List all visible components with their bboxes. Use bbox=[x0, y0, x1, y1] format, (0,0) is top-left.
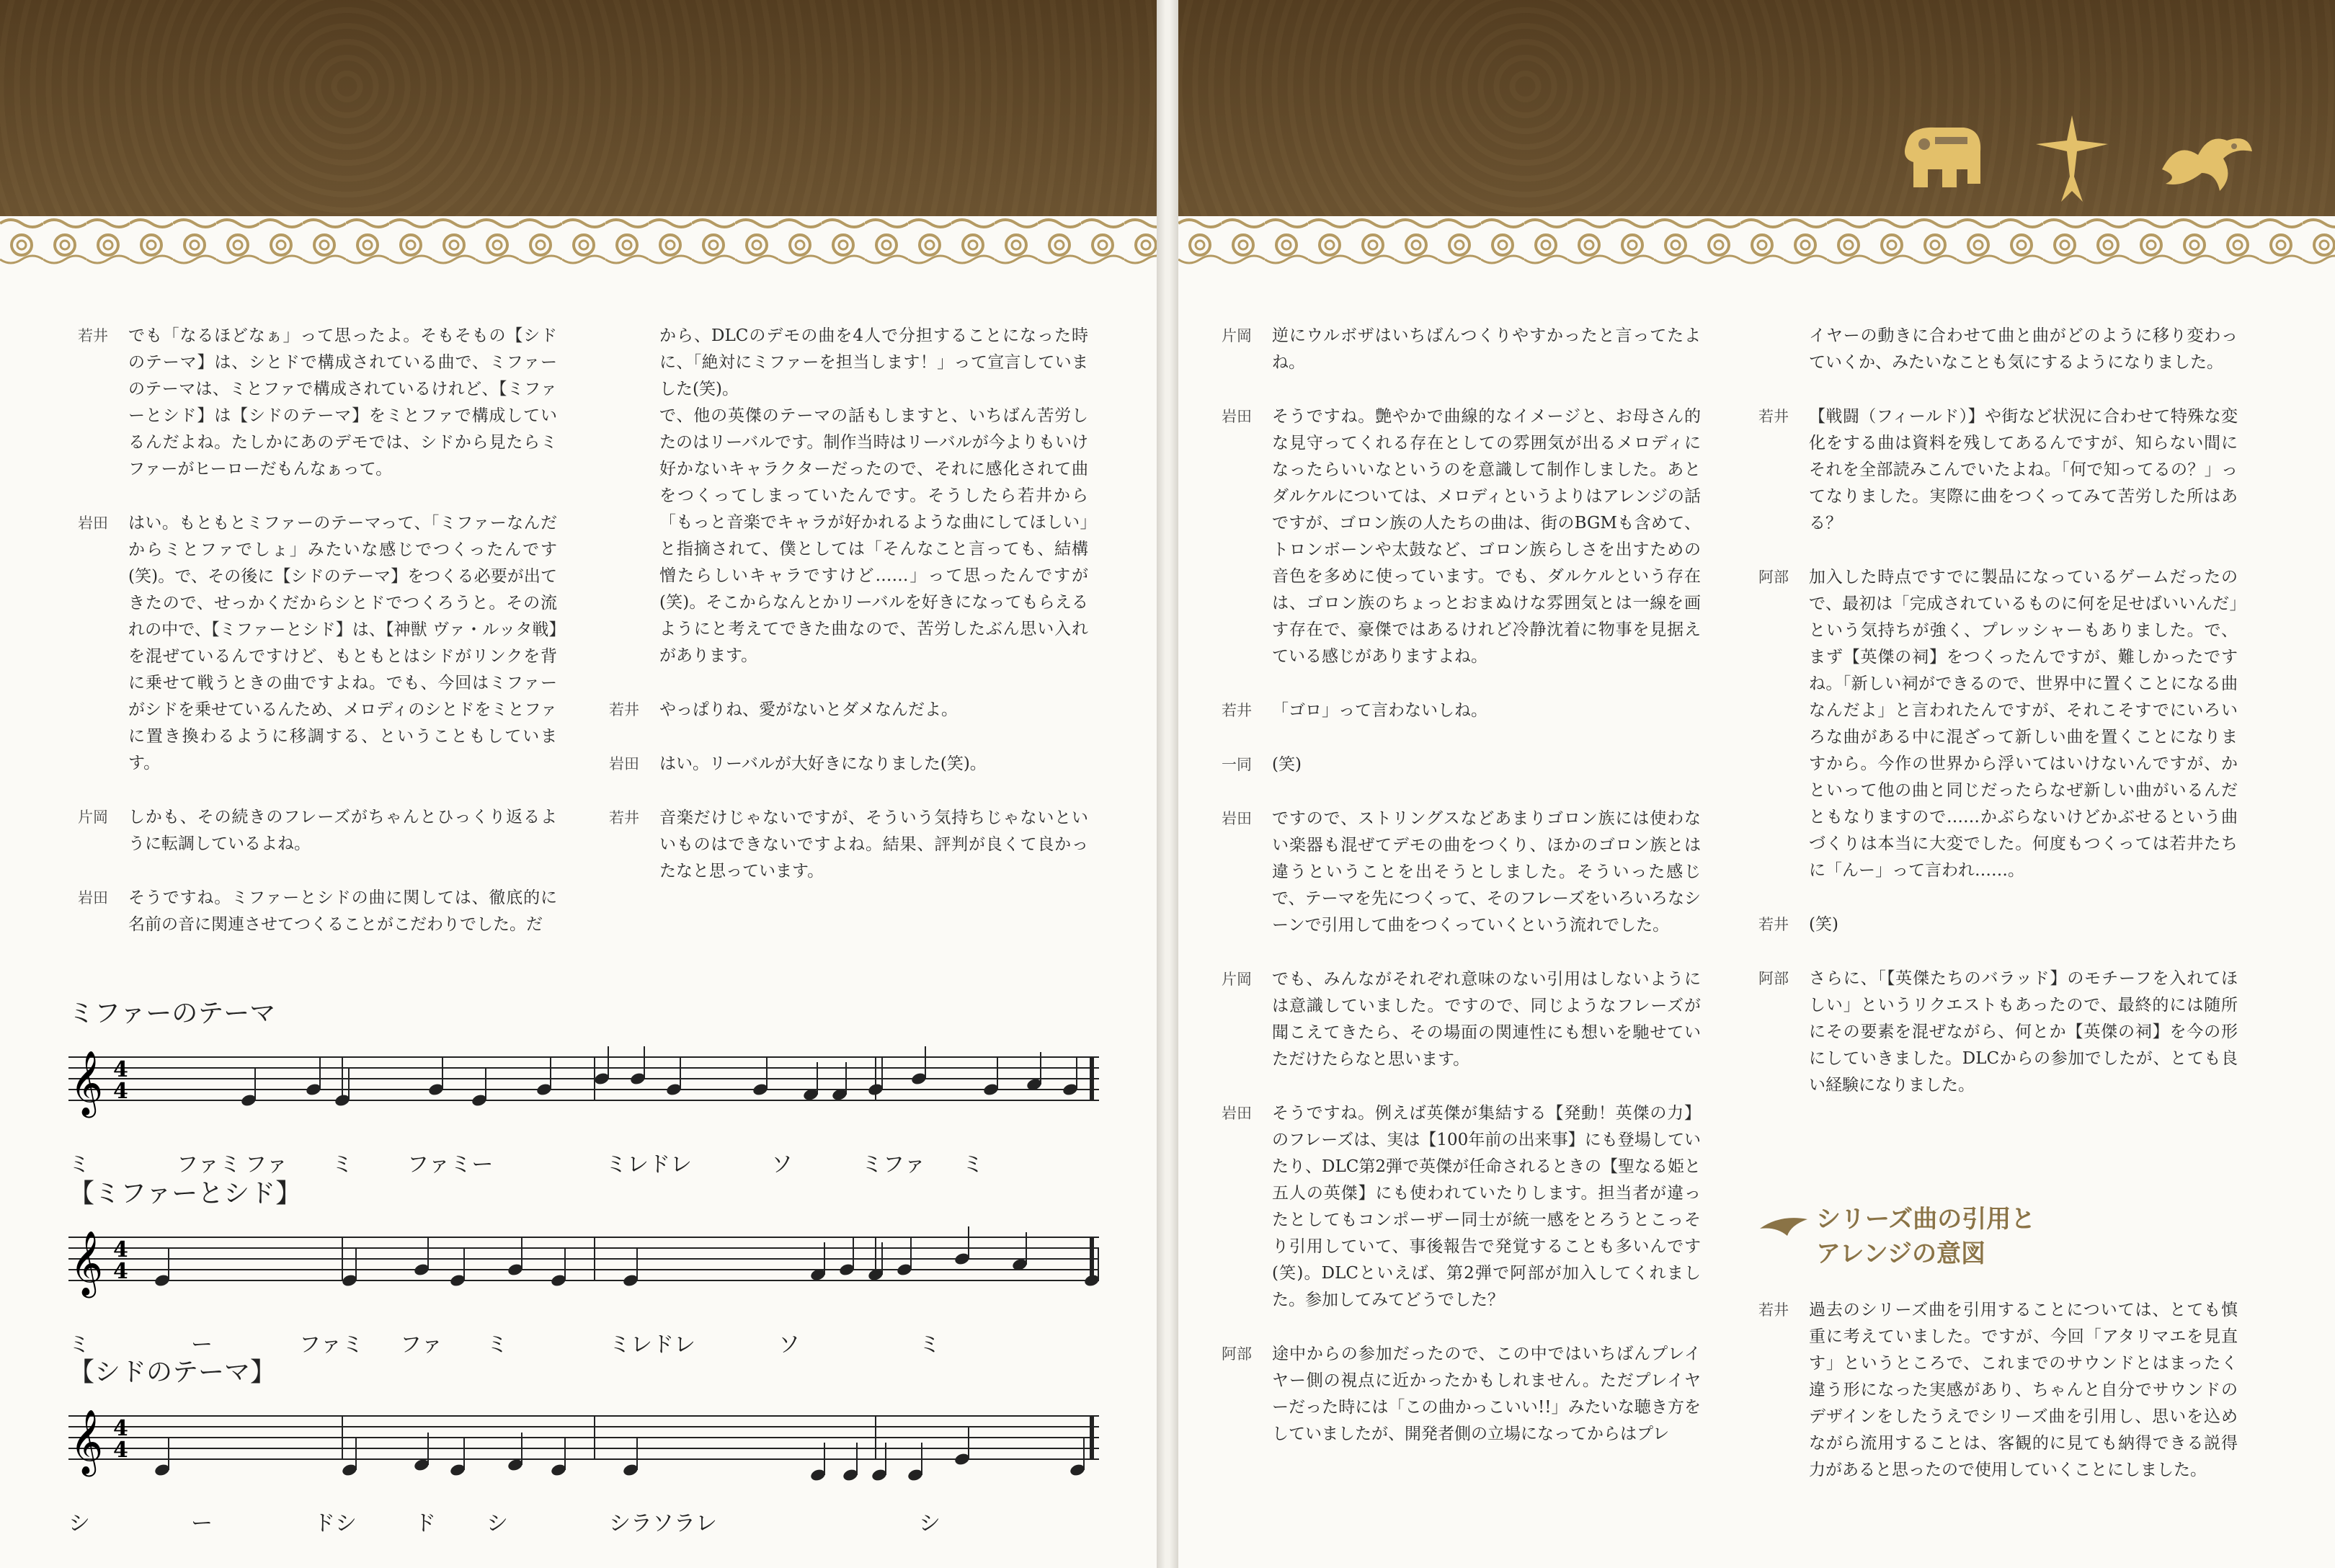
section-entry bbox=[1758, 1297, 2238, 1511]
dialogue-entry bbox=[1222, 404, 1701, 670]
feather-icon bbox=[1758, 1211, 1809, 1239]
music-note bbox=[896, 1237, 913, 1277]
music-note bbox=[550, 1438, 567, 1477]
bird-emblem-icon bbox=[2032, 112, 2112, 205]
decorative-border bbox=[0, 216, 1157, 267]
speech-text: そうですね。例えば英傑が集結する【発動！英傑の力】のフレーズは、実は【100年前の出来事】にも登場していたり、DLC第2弾で英傑が任命されるときの【聖なる姫と五人の英傑】にも使われていたりします。担当者が違ったとしてもコンポーザー同士が統一感をとろうとこっそり引用していて、事後報告で発覚することも多いんです(笑)。DLCといえば、第2弾で阿部が加入してくれました。参加してみてどうでした？ bbox=[1272, 1104, 1701, 1309]
speaker-name: 一同 bbox=[1222, 756, 1252, 773]
music-note bbox=[982, 1057, 1000, 1097]
music-note bbox=[838, 1237, 855, 1277]
speaker-name: 若井 bbox=[1758, 408, 1789, 425]
treble-clef-icon: 𝄞 bbox=[70, 1231, 104, 1296]
lyric-syllable: ミ bbox=[332, 1152, 353, 1177]
music-note bbox=[471, 1068, 488, 1108]
music-note bbox=[593, 1046, 610, 1086]
elephant-emblem-icon bbox=[1895, 119, 1989, 198]
music-note bbox=[1069, 1438, 1086, 1477]
dialogue-entry bbox=[1222, 806, 1701, 939]
score-title: 【シドのテーマ】 bbox=[68, 1358, 277, 1387]
section-heading bbox=[1816, 1202, 2035, 1271]
score-lyrics bbox=[68, 1505, 1106, 1537]
speaker-name: 若井 bbox=[1758, 1301, 1789, 1319]
lyric-syllable: ファ bbox=[245, 1152, 288, 1177]
music-note bbox=[507, 1237, 524, 1277]
speaker-name: 若井 bbox=[609, 701, 639, 718]
speech-text: やっぱりね、愛がないとダメなんだよ。 bbox=[659, 700, 958, 719]
lyric-syllable: ー bbox=[191, 1511, 213, 1536]
speaker-name: 片岡 bbox=[78, 808, 108, 826]
speech-text: はい。リーバルが大好きになりました(笑)。 bbox=[659, 754, 987, 773]
speech-text: 途中からの参加だったので、この中ではいちばんプレイヤー側の視点に近かったかもしれません。ただプレイヤーだった時には「この曲かっこいい!!」みたいな聴き方をしていましたが、開発者側の立場になってからはプレ bbox=[1272, 1345, 1701, 1443]
speaker-name: 阿部 bbox=[1222, 1345, 1252, 1363]
speech-text: そうですね。艶やかで曲線的なイメージと、お母さん的な見守ってくれる存在としての雰囲気が出るメロディになったらいいなというのを意識して制作しました。あとダルケルについては、メロディというよりはアレンジの話ですが、ゴロン族の人たちの曲は、街のBGMも含めて、トロンボーンや太鼓など、ゴロン族らしさを出すための音色を多めに使っています。でも、ダルケルという存在は、ゴロン族のちょっとおまぬけな雰囲気とは一線を画す存在で、豪傑ではあるけれど冷静沈着に物事を見据えている感じがありますよね。 bbox=[1272, 407, 1701, 666]
speech-text: 音楽だけじゃないですが、そういう気持ちじゃないといいものはできないですよね。結果、評判が良くて良かったなと思っています。 bbox=[659, 808, 1088, 881]
music-note bbox=[622, 1438, 639, 1477]
dialogue-entry bbox=[78, 885, 557, 938]
lyric-syllable: ミ bbox=[919, 1332, 940, 1358]
speech-text: 逆にウルボザはいちばんつくりやすかったと言ってたよね。 bbox=[1272, 326, 1701, 372]
dialogue-entry bbox=[78, 804, 557, 858]
lyric-syllable: ソ bbox=[778, 1332, 800, 1358]
dialogue-entry bbox=[1222, 752, 1701, 778]
music-note bbox=[1026, 1052, 1043, 1092]
treble-clef-icon: 𝄞 bbox=[70, 1409, 104, 1474]
music-note bbox=[341, 1438, 358, 1477]
lyric-syllable: ミファ bbox=[861, 1152, 926, 1177]
speaker-name: 岩田 bbox=[609, 755, 639, 772]
lyric-syllable: ミレドレ bbox=[605, 1152, 692, 1177]
music-note bbox=[449, 1438, 466, 1477]
dialogue-entry bbox=[1222, 1100, 1701, 1314]
speech-text: 過去のシリーズ曲を引用することについては、とても慎重に考えていました。ですが、今回「アタリマエを見直す」というところで、これまでのサウンドとはまったく違う形になった実感があり、ちゃんと自分でサウンドのデザインをしたうえでシリーズ曲を引用し、思いを込めながら流用することは、客観的に見ても納得できる説得力があると思ったので使用していくことにしました。 bbox=[1809, 1301, 2238, 1479]
lizard-emblem-icon bbox=[2155, 119, 2256, 198]
speaker-name: 若井 bbox=[1222, 702, 1252, 719]
music-note bbox=[154, 1248, 171, 1288]
champion-emblems bbox=[1895, 108, 2256, 209]
time-signature: 4 bbox=[113, 1259, 128, 1284]
speaker-name: 阿部 bbox=[1758, 970, 1789, 987]
section-heading-line1: シリーズ曲の引用と bbox=[1816, 1205, 2036, 1234]
music-note bbox=[154, 1438, 171, 1477]
speech-text: 加入した時点ですでに製品になっているゲームだったので、最初は「完成されているものに何を足せばいいんだ」という気持ちが強く、プレッシャーもありました。で、まず【英傑の祠】をつくったんですが、難しかったですね。「新しい祠ができるので、世界中に置くことになる曲なんだよ」と言われたんですが、それこそすでにいろいろな曲がある中に混ざって新しい曲を置くことになりますから。今作の世界から浮いてはいけないんですが、かといって他の曲と同じだったらなぜ新しい曲がいるんだともなりますので……かぶらないけどかぶせるという曲づくりは本当に大変でした。何度もつくっては若井たちに「んー」って言われ……。 bbox=[1809, 568, 2238, 880]
music-note bbox=[752, 1057, 769, 1097]
music-note bbox=[910, 1046, 928, 1086]
music-note bbox=[1062, 1057, 1079, 1097]
speech-text: ですので、ストリングスなどあまりゴロン族には使わない楽器も混ぜてデモの曲をつくり、ほかのゴロン族とは違うということを出そうとしました。そういった感じで、テーマを先につくって、そのフレーズをいろいろなシーンで引用して曲をつくっていくという流れでした。 bbox=[1272, 809, 1701, 935]
lyric-syllable: ファミ bbox=[299, 1332, 364, 1358]
speaker-name: 阿部 bbox=[1758, 569, 1789, 586]
dialogue-entry bbox=[1222, 966, 1701, 1073]
dialogue-entry bbox=[1222, 698, 1701, 724]
decorative-border bbox=[1178, 216, 2335, 267]
lyric-syllable: ミ bbox=[68, 1152, 90, 1177]
treble-clef-icon: 𝄞 bbox=[70, 1051, 104, 1115]
staff-notation bbox=[68, 1035, 1106, 1144]
lyric-syllable: ー bbox=[191, 1332, 213, 1358]
speaker-name: 若井 bbox=[609, 809, 639, 827]
music-note bbox=[240, 1068, 257, 1108]
speaker-name: 岩田 bbox=[1222, 1105, 1252, 1122]
dialogue-entry bbox=[609, 805, 1088, 885]
time-signature: 4 bbox=[113, 1237, 128, 1262]
speaker-name: 岩田 bbox=[78, 889, 108, 906]
lyric-syllable: ミレドレ bbox=[609, 1332, 695, 1358]
music-note bbox=[953, 1427, 971, 1466]
speech-text: はい。もともとミファーのテーマって、「ミファーなんだからミとファでしょ」みたいな感じでつくったんです(笑)。で、その後に【シドのテーマ】をつくる必要が出てきたので、せっかくだからシとドでつくろうと。その流れの中で、【ミファーとシド】は、【神獣 ヴァ・ルッタ戦】を混ぜているんですけど、もともとはシドがリンクを背に乗せて戦うときの曲ですよね。でも、今回はミファーがシドを乗せているんため、メロディのシとドをミとファに置き換わるように移調する、ということもしています。 bbox=[128, 514, 557, 772]
left-page bbox=[0, 0, 1157, 1568]
music-note bbox=[449, 1248, 466, 1288]
right-column-1 bbox=[1222, 323, 1701, 1475]
music-note bbox=[413, 1237, 430, 1277]
music-note bbox=[550, 1248, 567, 1288]
time-signature: 4 bbox=[113, 1079, 128, 1104]
music-note bbox=[665, 1057, 682, 1097]
lyric-syllable: ミ bbox=[962, 1152, 984, 1177]
music-note bbox=[1011, 1232, 1028, 1272]
book-gutter bbox=[1157, 0, 1178, 1568]
time-signature: 4 bbox=[113, 1057, 128, 1082]
score-mipha-and-sidon bbox=[68, 1173, 1106, 1358]
speech-text: でも「なるほどなぁ」って思ったよ。そもそもの【シドのテーマ】は、シとドで構成されている曲で、ミファーのテーマは、ミとファで構成されているけれど、【ミファーとシド】は【シドのテーマ】をミとファで構成しているんだよね。たしかにあのデモでは、シドから見たらミファーがヒーローだもんなぁって。 bbox=[128, 326, 557, 478]
speaker-name: 岩田 bbox=[78, 514, 108, 532]
speech-text: 【戦闘（フィールド）】や街など状況に合わせて特殊な変化をする曲は資料を残してあるんですが、知らない間にそれを全部読みこんでいたよね。「何で知ってるの？」ってなりました。実際に曲をつくってみて苦労した所はある？ bbox=[1809, 407, 2238, 533]
speaker-name: 若井 bbox=[78, 327, 108, 344]
dialogue-entry bbox=[609, 751, 1088, 778]
speaker-name: 岩田 bbox=[1222, 408, 1252, 425]
dialogue-entry bbox=[1758, 564, 2238, 884]
speaker-name: 片岡 bbox=[1222, 971, 1252, 988]
lyric-syllable: ドシ bbox=[313, 1511, 357, 1536]
speech-text: そうですね。ミファーとシドの曲に関しては、徹底的に名前の音に関連させてつくることがこだわりでした。だ bbox=[128, 888, 557, 934]
music-note bbox=[622, 1248, 639, 1288]
music-note bbox=[507, 1433, 524, 1472]
lyric-syllable: シ bbox=[919, 1511, 940, 1536]
dialogue-entry bbox=[1758, 966, 2238, 1099]
score-title: 【ミファーとシド】 bbox=[68, 1179, 302, 1208]
right-column-2 bbox=[1758, 323, 2238, 1126]
speaker-name: 若井 bbox=[1758, 916, 1789, 933]
dialogue-entry bbox=[1758, 912, 2238, 938]
lyric-syllable: ド bbox=[414, 1511, 436, 1536]
dialogue-entry bbox=[78, 323, 557, 483]
speech-text: さらに、「【英傑たちのバラッド】のモチーフを入れてほしい」というリクエストもあったので、最終的には随所にその要素を混ぜながら、何とか【英傑の祠】を今の形にしていきました。DLCからの参加でしたが、とても良い経験になりました。 bbox=[1809, 969, 2238, 1095]
speech-text: (笑) bbox=[1272, 755, 1302, 774]
header-band bbox=[0, 0, 1157, 216]
lyric-syllable: シ bbox=[68, 1511, 90, 1536]
lyric-syllable: シラソラレ bbox=[609, 1511, 717, 1536]
music-note bbox=[427, 1057, 445, 1097]
lyric-syllable: ファ bbox=[400, 1332, 443, 1358]
lyric-syllable: シ bbox=[486, 1511, 508, 1536]
left-column-2 bbox=[609, 323, 1088, 912]
music-note bbox=[341, 1248, 358, 1288]
music-note bbox=[953, 1226, 971, 1266]
music-note bbox=[305, 1057, 322, 1097]
score-sidon-theme bbox=[68, 1352, 1106, 1537]
music-note bbox=[413, 1433, 430, 1472]
time-signature: 4 bbox=[113, 1438, 128, 1463]
right-page bbox=[1178, 0, 2335, 1568]
dialogue-entry bbox=[1222, 323, 1701, 376]
lyric-syllable: ファミー bbox=[407, 1152, 494, 1177]
section-heading-line2: アレンジの意図 bbox=[1816, 1239, 1985, 1268]
right-column-2-continuation: イヤーの動きに合わせて曲と曲がどのように移り変わっていくか、みたいなことも気にするようになりました。 bbox=[1809, 326, 2238, 372]
dialogue-entry bbox=[78, 510, 557, 777]
speech-text: しかも、その続きのフレーズがちゃんとひっくり返るように転調しているよね。 bbox=[128, 808, 557, 853]
speaker-name: 岩田 bbox=[1222, 810, 1252, 827]
speech-text: (笑) bbox=[1809, 915, 1838, 934]
speech-text: でも、みんながそれぞれ意味のない引用はしないようには意識していました。ですので、同じようなフレーズが聞こえてきたら、その場面の関連性にも想いを馳せていただけたらなと思います。 bbox=[1272, 970, 1701, 1069]
staff-notation bbox=[68, 1216, 1106, 1324]
speaker-name: 片岡 bbox=[1222, 327, 1252, 344]
score-title: ミファーのテーマ bbox=[68, 999, 276, 1028]
dialogue-entry bbox=[1222, 1341, 1701, 1448]
lyric-syllable: ソ bbox=[771, 1152, 793, 1177]
lyric-syllable: ミ bbox=[486, 1332, 508, 1358]
time-signature: 4 bbox=[113, 1416, 128, 1441]
staff-notation bbox=[68, 1394, 1106, 1502]
left-column-1 bbox=[78, 323, 557, 966]
speech-text: 「ゴロ」って言わないしね。 bbox=[1272, 701, 1487, 720]
dialogue-entry bbox=[1758, 404, 2238, 537]
music-note bbox=[535, 1057, 553, 1097]
left-column-2-continuation: から、DLCのデモの曲を4人で分担することになった時に、「絶対にミファーを担当します！」って宣言していました(笑)。 で、他の英傑のテーマの話もしますと、いちばん苦労したのはリーバルです。制作当時はリーバルが今よりもいけ好かないキャラクターだったので、それに感化されて曲をつくってしまっていたんです。そうしたら若井から「もっと音楽でキャラが好かれるような曲にしてほしい」と指摘されて、僕としては「そんなこと言っても、結構憎たらしいキャラですけど……」って思ったんですが(笑)。そこからなんとかリーバルを好きになってもらえるようにと考えてできた曲なので、苦労したぶん思い入れがあります。 bbox=[659, 326, 1088, 665]
lyric-syllable: ファミ bbox=[177, 1152, 241, 1177]
music-note bbox=[629, 1046, 646, 1086]
lyric-syllable: ミ bbox=[68, 1332, 90, 1358]
score-mipha-theme bbox=[68, 993, 1106, 1178]
dialogue-entry bbox=[609, 697, 1088, 723]
